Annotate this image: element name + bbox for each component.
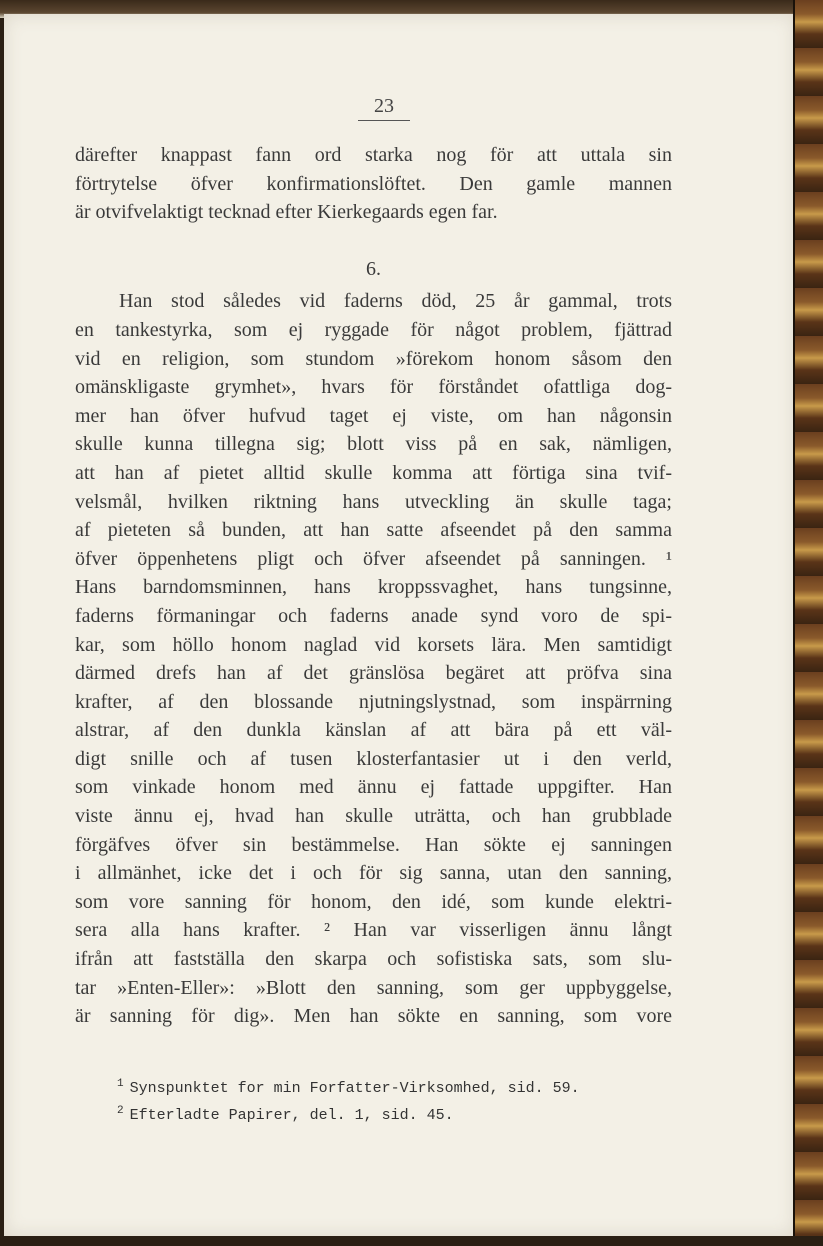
text-line: tar »Enten-Eller»: »Blott den sanning, som ger uppbyggelse,: [75, 976, 672, 999]
footnote-mark: 1: [117, 1078, 124, 1090]
body-text: [75, 141, 672, 1031]
page-number: 23: [358, 94, 410, 121]
text-line: som vinkade honom med ännu ej fattade uppgifter. Han: [75, 776, 672, 799]
text-line: är sanning för dig». Men han sökte en sanning, som vore: [75, 1005, 672, 1028]
footnote-text: Efterladte Papirer, del. 1, sid. 45.: [129, 1107, 454, 1124]
text-line: omänskligaste grymhet», hvars för förståndet ofattliga dog-: [75, 376, 672, 399]
text-line: förgäfves öfver sin bestämmelse. Han sökte ej sanningen: [75, 833, 672, 856]
text-line: som vore sanning för honom, den idé, som kunde elektri-: [75, 890, 672, 913]
text-line: vid en religion, som stundom »förekom honom såsom den: [75, 347, 672, 370]
text-line: är otvifvelaktigt tecknad efter Kierkegaards egen far.: [75, 201, 498, 224]
footnote-mark: 2: [117, 1105, 124, 1117]
text-line: därmed drefs han af det gränslösa begäret att pröfva sina: [75, 662, 672, 685]
text-line: af pieteten så bunden, att han satte afseendet på den samma: [75, 519, 672, 542]
footnote: [117, 1100, 617, 1127]
footnote: [117, 1073, 617, 1100]
text-line: sera alla hans krafter. ² Han var visserligen ännu långt: [75, 919, 672, 942]
text-line: en tankestyrka, som ej ryggade för något problem, fjättrad: [75, 318, 672, 341]
text-line: digt snille och af tusen klosterfantasier ut i den verld,: [75, 747, 672, 770]
text-line: Han stod således vid faderns död, 25 år gammal, trots: [119, 290, 672, 313]
book-cover-edge: [795, 0, 823, 1246]
text-line: krafter, af den blossande njutningslystnad, som inspärrning: [75, 690, 672, 713]
text-line: alstrar, af den dunkla känslan af att bära på ett väl-: [75, 719, 672, 742]
text-line: mer han öfver hufvud taget ej viste, om han någonsin: [75, 404, 672, 427]
text-line: skulle kunna tillegna sig; blott viss på en sak, nämligen,: [75, 433, 672, 456]
text-line: förtrytelse öfver konfirmationslöftet. Den gamle mannen: [75, 172, 672, 195]
footnotes: [117, 1073, 617, 1127]
text-line: faderns förmaningar och faderns anade synd voro de spi-: [75, 604, 672, 627]
footnote-text: Synspunktet for min Forfatter-Virksomhed, sid. 59.: [129, 1080, 580, 1097]
text-line: kar, som höllo honom naglad vid korsets lära. Men samtidigt: [75, 633, 672, 656]
text-line: att han af pietet alltid skulle komma att förtiga sina tvif-: [75, 461, 672, 484]
text-line: viste ännu ej, hvad han skulle uträtta, och han grubblade: [75, 805, 672, 828]
text-line: velsmål, hvilken riktning hans utveckling än skulle taga;: [75, 490, 672, 513]
text-line: Hans barndomsminnen, hans kroppssvaghet, hans tungsinne,: [75, 576, 672, 599]
text-line: i allmänhet, icke det i och för sig sanna, utan den sanning,: [75, 862, 672, 885]
text-line: därefter knappast fann ord starka nog för att uttala sin: [75, 144, 672, 166]
text-line: ifrån att fastställa den skarpa och sofistiska sats, som slu-: [75, 948, 672, 971]
section-heading: 6.: [366, 257, 381, 280]
scan-border-bottom: [0, 1236, 823, 1246]
text-line: öfver öppenhetens pligt och öfver afseendet på sanningen. ¹: [75, 547, 672, 570]
